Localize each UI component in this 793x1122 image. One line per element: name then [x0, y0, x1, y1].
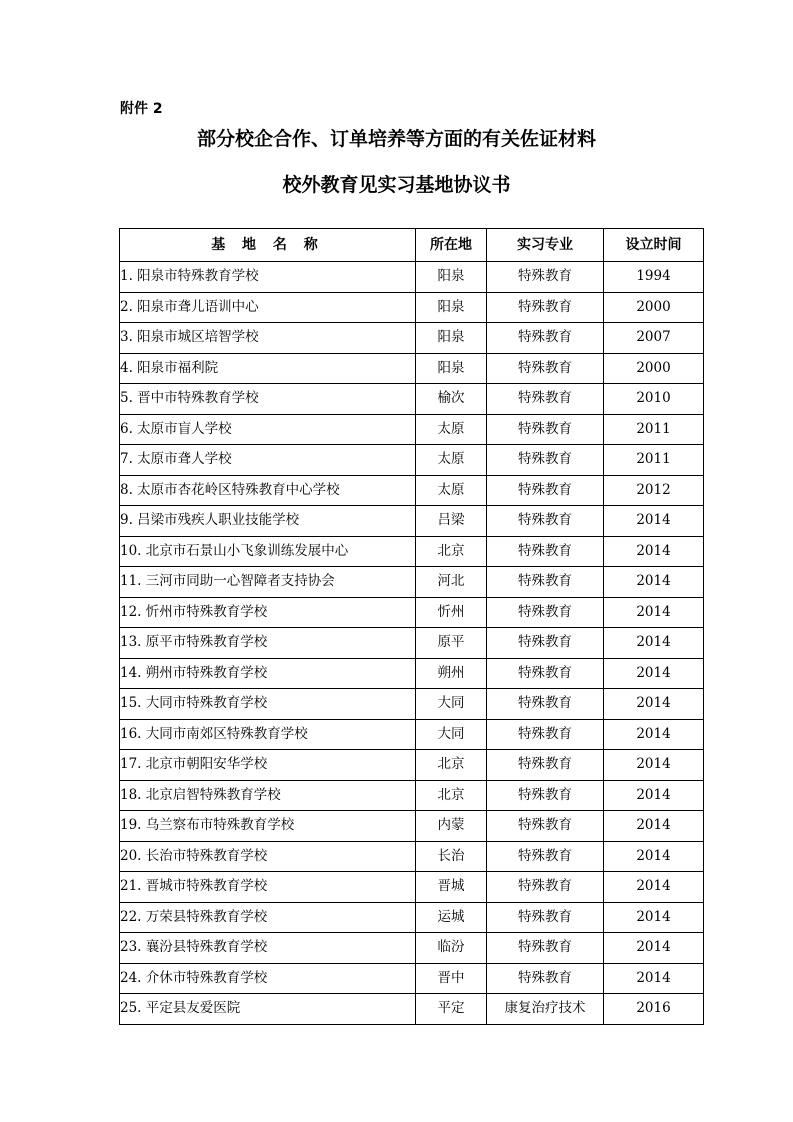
table-row — [120, 475, 704, 506]
major-cell: 特殊教育 — [487, 475, 604, 506]
practice-base-table — [119, 228, 704, 1025]
base-name-cell: 8. 太原市杏花岭区特殊教育中心学校 — [120, 475, 416, 506]
location-cell: 长治 — [416, 841, 487, 872]
table-row — [120, 445, 704, 476]
base-name-cell: 4. 阳泉市福利院 — [120, 353, 416, 384]
year-cell: 2000 — [604, 292, 704, 323]
header-major: 实习专业 — [487, 229, 604, 262]
base-name-cell: 12. 忻州市特殊教育学校 — [120, 597, 416, 628]
major-cell: 特殊教育 — [487, 750, 604, 781]
location-cell: 北京 — [416, 536, 487, 567]
major-cell: 特殊教育 — [487, 872, 604, 903]
document-subtitle: 校外教育见实习基地协议书 — [282, 174, 511, 196]
year-cell: 2014 — [604, 597, 704, 628]
location-cell: 太原 — [416, 414, 487, 445]
location-cell: 榆次 — [416, 384, 487, 415]
base-name-cell: 1. 阳泉市特殊教育学校 — [120, 262, 416, 293]
major-cell: 特殊教育 — [487, 902, 604, 933]
base-name-cell: 3. 阳泉市城区培智学校 — [120, 323, 416, 354]
major-cell: 特殊教育 — [487, 506, 604, 537]
location-cell: 晋中 — [416, 963, 487, 994]
base-name-cell: 15. 大同市特殊教育学校 — [120, 689, 416, 720]
location-cell: 大同 — [416, 689, 487, 720]
major-cell: 特殊教育 — [487, 353, 604, 384]
table-row — [120, 902, 704, 933]
major-cell: 特殊教育 — [487, 628, 604, 659]
base-name-cell: 14. 朔州市特殊教育学校 — [120, 658, 416, 689]
table-row — [120, 841, 704, 872]
table-body — [120, 262, 704, 1025]
major-cell: 特殊教育 — [487, 445, 604, 476]
year-cell: 2014 — [604, 536, 704, 567]
year-cell: 2012 — [604, 475, 704, 506]
table-row — [120, 536, 704, 567]
year-cell: 2010 — [604, 384, 704, 415]
location-cell: 河北 — [416, 567, 487, 598]
location-cell: 原平 — [416, 628, 487, 659]
year-cell: 2014 — [604, 719, 704, 750]
year-cell: 2014 — [604, 872, 704, 903]
year-cell: 2014 — [604, 933, 704, 964]
year-cell: 2014 — [604, 567, 704, 598]
table-row — [120, 323, 704, 354]
header-location: 所在地 — [416, 229, 487, 262]
header-base-name: 基 地 名 称 — [120, 229, 416, 262]
table-row — [120, 628, 704, 659]
location-cell: 阳泉 — [416, 323, 487, 354]
base-name-cell: 22. 万荣县特殊教育学校 — [120, 902, 416, 933]
year-cell: 2014 — [604, 628, 704, 659]
table-row — [120, 567, 704, 598]
base-name-cell: 23. 襄汾县特殊教育学校 — [120, 933, 416, 964]
header-year: 设立时间 — [604, 229, 704, 262]
base-name-cell: 20. 长治市特殊教育学校 — [120, 841, 416, 872]
base-name-cell: 11. 三河市同助一心智障者支持协会 — [120, 567, 416, 598]
table-row — [120, 506, 704, 537]
table-row — [120, 384, 704, 415]
major-cell: 特殊教育 — [487, 597, 604, 628]
table-row — [120, 750, 704, 781]
year-cell: 2014 — [604, 750, 704, 781]
table-row — [120, 414, 704, 445]
base-name-cell: 7. 太原市聋人学校 — [120, 445, 416, 476]
location-cell: 晋城 — [416, 872, 487, 903]
base-name-cell: 10. 北京市石景山小飞象训练发展中心 — [120, 536, 416, 567]
location-cell: 阳泉 — [416, 262, 487, 293]
major-cell: 特殊教育 — [487, 262, 604, 293]
location-cell: 太原 — [416, 445, 487, 476]
major-cell: 特殊教育 — [487, 811, 604, 842]
location-cell: 忻州 — [416, 597, 487, 628]
base-name-cell: 16. 大同市南郊区特殊教育学校 — [120, 719, 416, 750]
major-cell: 特殊教育 — [487, 933, 604, 964]
year-cell: 2014 — [604, 780, 704, 811]
table-row — [120, 811, 704, 842]
year-cell: 2014 — [604, 658, 704, 689]
year-cell: 2007 — [604, 323, 704, 354]
table-row — [120, 872, 704, 903]
year-cell: 2011 — [604, 414, 704, 445]
major-cell: 特殊教育 — [487, 658, 604, 689]
location-cell: 临汾 — [416, 933, 487, 964]
year-cell: 1994 — [604, 262, 704, 293]
table-row — [120, 933, 704, 964]
table-row — [120, 262, 704, 293]
major-cell: 特殊教育 — [487, 384, 604, 415]
location-cell: 阳泉 — [416, 292, 487, 323]
table-row — [120, 780, 704, 811]
year-cell: 2000 — [604, 353, 704, 384]
year-cell: 2016 — [604, 994, 704, 1025]
table-row — [120, 963, 704, 994]
base-name-cell: 21. 晋城市特殊教育学校 — [120, 872, 416, 903]
year-cell: 2014 — [604, 963, 704, 994]
location-cell: 太原 — [416, 475, 487, 506]
year-cell: 2014 — [604, 811, 704, 842]
location-cell: 平定 — [416, 994, 487, 1025]
year-cell: 2014 — [604, 689, 704, 720]
location-cell: 内蒙 — [416, 811, 487, 842]
major-cell: 康复治疗技术 — [487, 994, 604, 1025]
table-row — [120, 292, 704, 323]
base-name-cell: 17. 北京市朝阳安华学校 — [120, 750, 416, 781]
base-name-cell: 24. 介休市特殊教育学校 — [120, 963, 416, 994]
attachment-label: 附件 2 — [120, 101, 163, 117]
document-title: 部分校企合作、订单培养等方面的有关佐证材料 — [196, 128, 596, 150]
major-cell: 特殊教育 — [487, 841, 604, 872]
major-cell: 特殊教育 — [487, 323, 604, 354]
year-cell: 2014 — [604, 506, 704, 537]
year-cell: 2011 — [604, 445, 704, 476]
table-row — [120, 689, 704, 720]
base-name-cell: 18. 北京启智特殊教育学校 — [120, 780, 416, 811]
location-cell: 北京 — [416, 750, 487, 781]
table-header-row — [120, 229, 704, 262]
major-cell: 特殊教育 — [487, 536, 604, 567]
base-name-cell: 19. 乌兰察布市特殊教育学校 — [120, 811, 416, 842]
base-name-cell: 13. 原平市特殊教育学校 — [120, 628, 416, 659]
year-cell: 2014 — [604, 841, 704, 872]
location-cell: 吕梁 — [416, 506, 487, 537]
table-row — [120, 597, 704, 628]
location-cell: 北京 — [416, 780, 487, 811]
base-name-cell: 2. 阳泉市聋儿语训中心 — [120, 292, 416, 323]
location-cell: 大同 — [416, 719, 487, 750]
year-cell: 2014 — [604, 902, 704, 933]
major-cell: 特殊教育 — [487, 567, 604, 598]
base-name-cell: 6. 太原市盲人学校 — [120, 414, 416, 445]
major-cell: 特殊教育 — [487, 414, 604, 445]
location-cell: 朔州 — [416, 658, 487, 689]
major-cell: 特殊教育 — [487, 292, 604, 323]
major-cell: 特殊教育 — [487, 963, 604, 994]
major-cell: 特殊教育 — [487, 689, 604, 720]
table-row — [120, 719, 704, 750]
major-cell: 特殊教育 — [487, 780, 604, 811]
major-cell: 特殊教育 — [487, 719, 604, 750]
location-cell: 运城 — [416, 902, 487, 933]
location-cell: 阳泉 — [416, 353, 487, 384]
base-name-cell: 5. 晋中市特殊教育学校 — [120, 384, 416, 415]
table-row — [120, 353, 704, 384]
base-name-cell: 25. 平定县友爱医院 — [120, 994, 416, 1025]
base-name-cell: 9. 吕梁市残疾人职业技能学校 — [120, 506, 416, 537]
table-row — [120, 994, 704, 1025]
table-row — [120, 658, 704, 689]
